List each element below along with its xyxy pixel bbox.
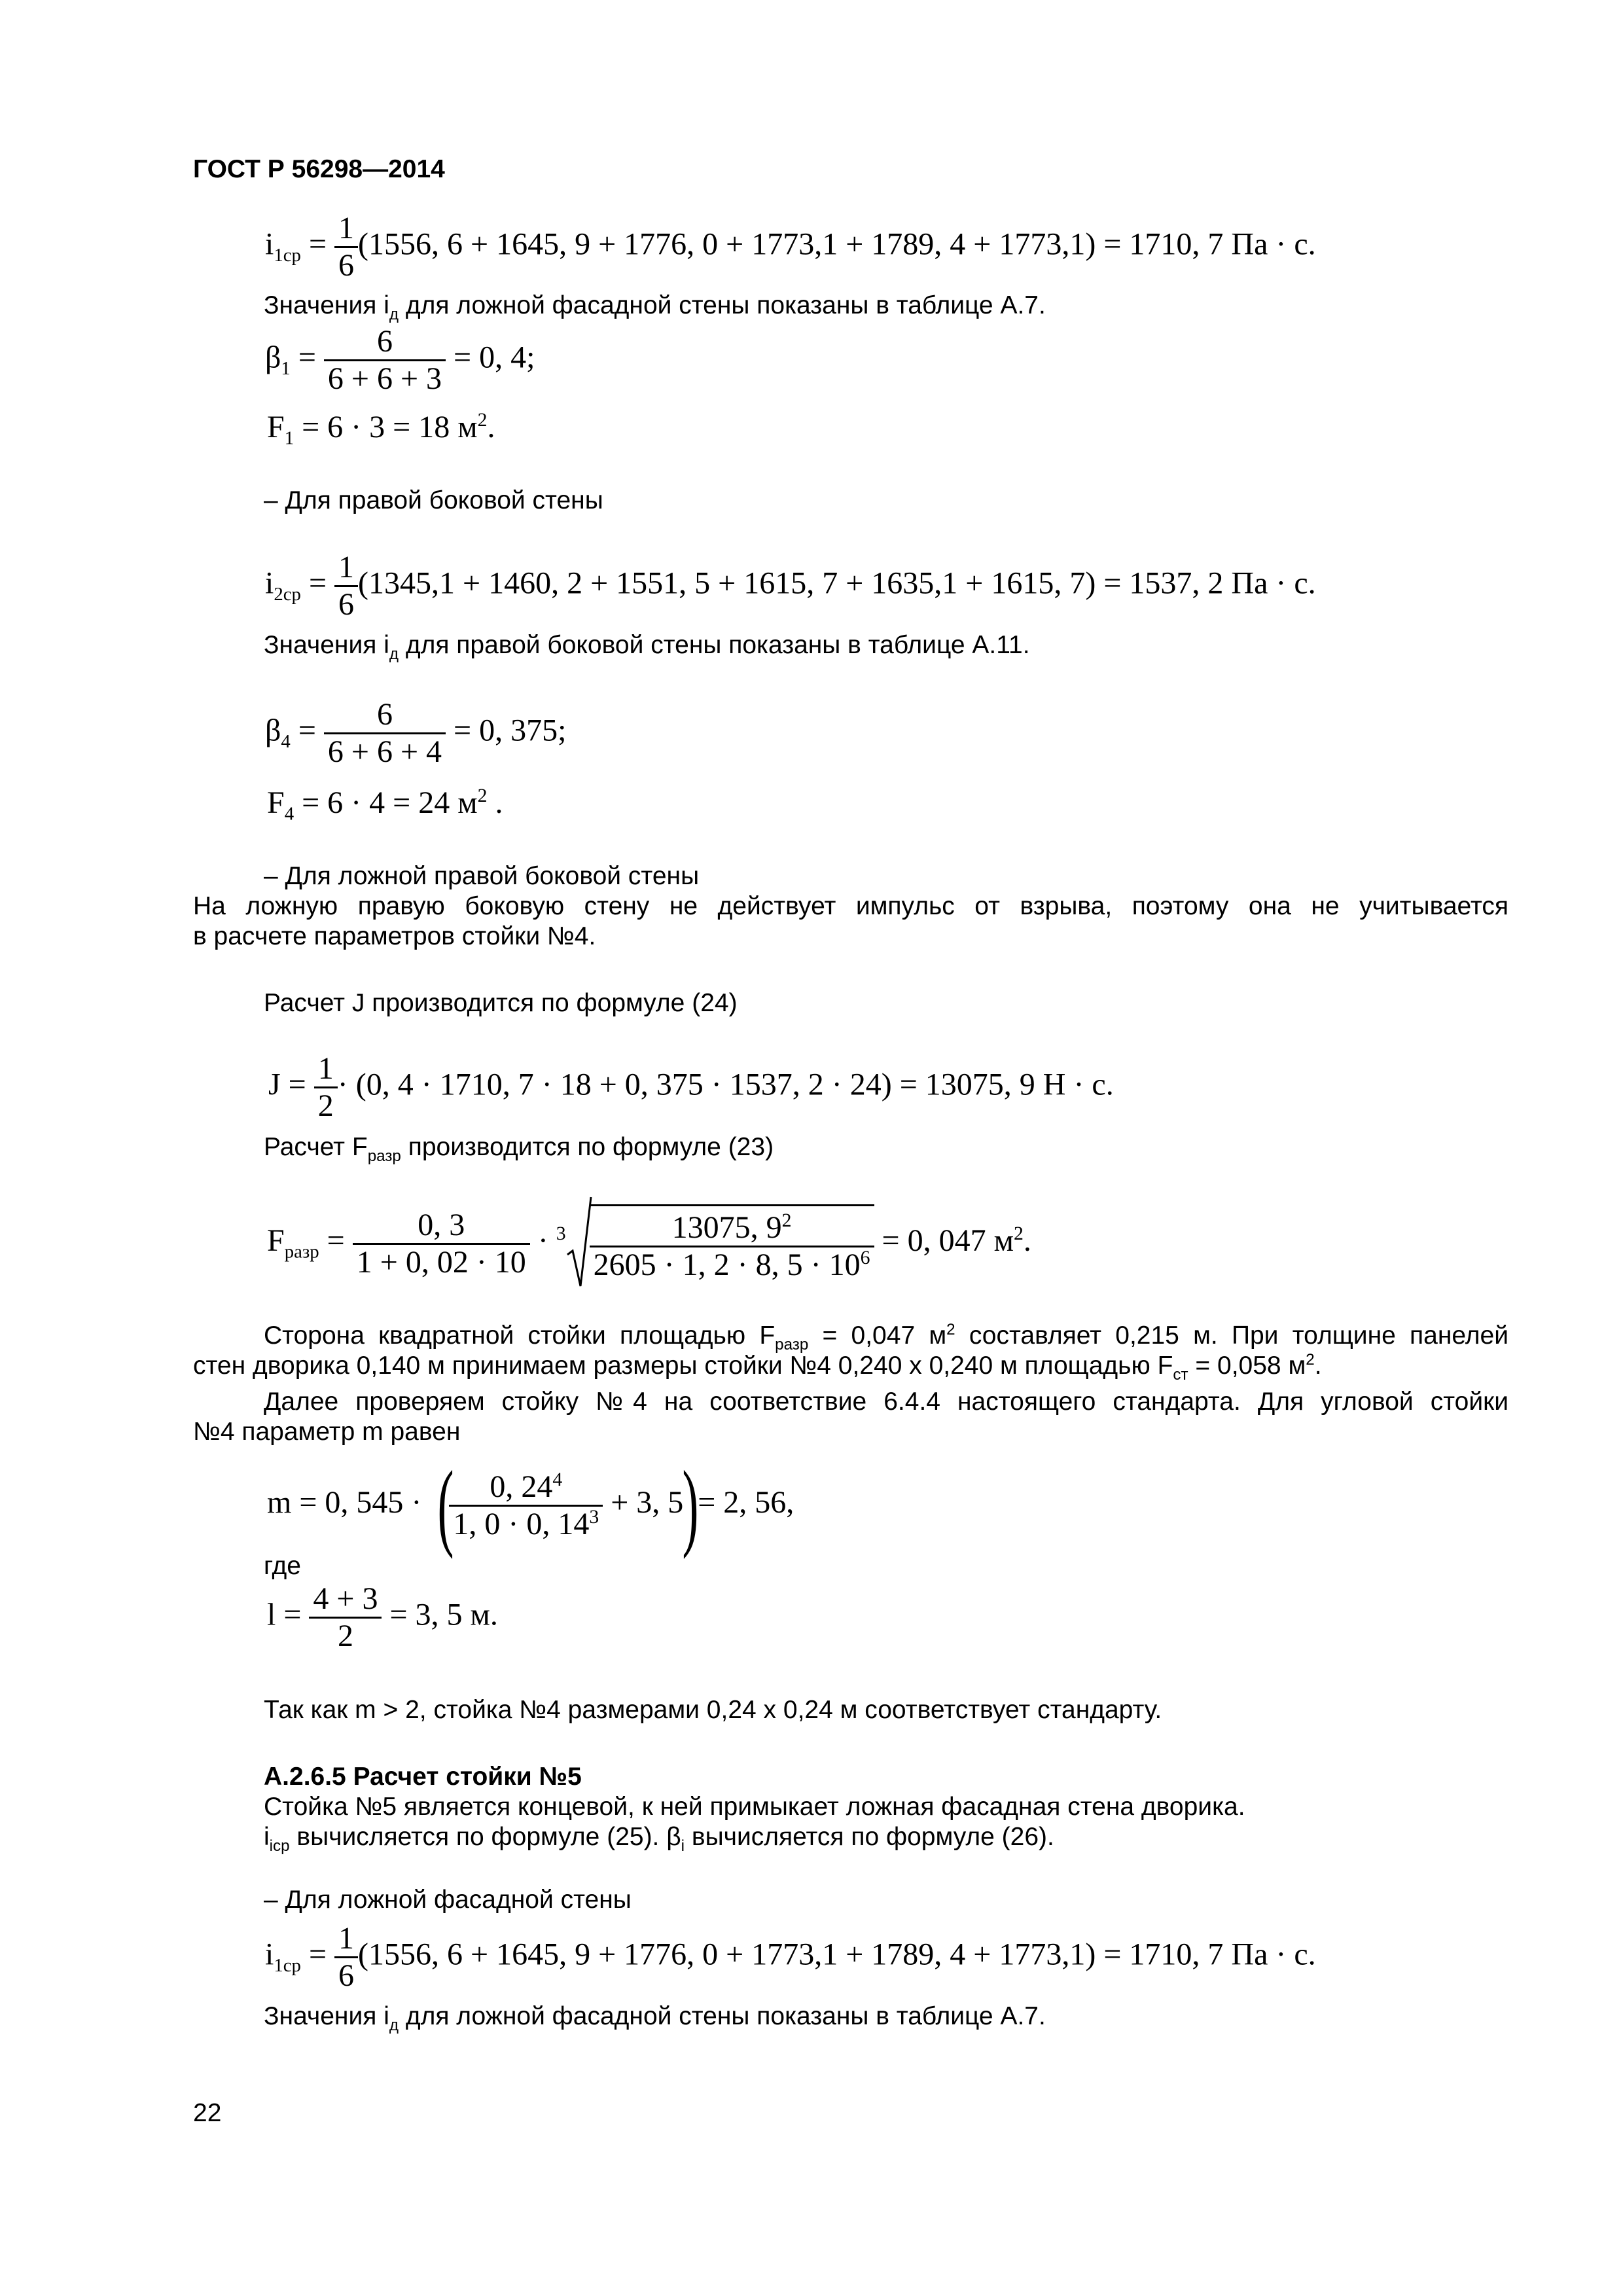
doc-code: ГОСТ Р 56298—2014 xyxy=(193,155,445,183)
false-facade-heading: – Для ложной фасадной стены xyxy=(264,1886,632,1914)
formula-f4: $F_4 = 6 \cdot 4 = 24$ $м^2$ . xyxy=(267,785,503,825)
right-paren: ) xyxy=(682,1451,699,1560)
root-sign xyxy=(566,1194,592,1293)
s5-paragraph-line2: $i_{icp}$ вычисляется по формуле (25). $\beta_i$ вычисляется по формуле (26). xyxy=(264,1823,1054,1855)
check-paragraph-line2: №4 параметр m равен xyxy=(193,1418,461,1446)
false-facade-values-text: Значения $i_д$ для ложной фасадной стены показаны в таблице А.7. xyxy=(264,291,1046,323)
right-side-values-text: Значения $i_д$ для правой боковой стены показаны в таблице А.11. xyxy=(264,631,1030,663)
side-paragraph-line2: стен дворика 0,140 м принимаем размеры стойки №4 0,240 x 0,240 м площадью $F_{ст} = 0,058$ $м^2$. xyxy=(193,1351,1322,1384)
formula-beta4: $\beta_4$ = $\frac{6}{6 + 6 + 4}$ = 0, 375; xyxy=(265,697,567,769)
formula-j: J = $\frac{1}{2}$ · (0, 4 · 1710, 7 · 18 + 0, 375 · 1537, 2 · 24) = 13075, 9 Н · с. xyxy=(268,1051,1114,1123)
conclusion-text: Так как m > 2, стойка №4 размерами 0,24 x 0,24 м соответствует стандарту. xyxy=(264,1696,1162,1724)
formula-l: l = $\frac{4 + 3}{2}$ = 3, 5 м. xyxy=(267,1581,498,1653)
section-heading: А.2.6.5 Расчет стойки №5 xyxy=(264,1763,582,1791)
formula-i1-cp: $i_{1ср}$ = $\frac{1}{6}$ (1556, 6 + 1645, 9 + 1776, 0 + 1773,1 + 1789, 4 + 1773,1) = 1710, 7 Па · с. xyxy=(265,211,1316,283)
formula-f1: $F_1 = 6 \cdot 3 = 18$ $м^2$. xyxy=(267,409,495,449)
false-right-paragraph-line2: в расчете параметров стойки №4. xyxy=(193,922,596,950)
formula-i2-cp: $i_{2ср}$ = $\frac{1}{6}$ (1345,1 + 1460, 2 + 1551, 5 + 1615, 7 + 1635,1 + 1615, 7) = 1537, 2 Па · с. xyxy=(265,550,1316,622)
left-paren: ( xyxy=(437,1451,454,1560)
check-paragraph-line1: Далее проверяем стойку №4 на соответствие 6.4.4 настоящего стандарта. Для угловой стойки xyxy=(264,1388,1508,1416)
s5-paragraph-line1: Стойка №5 является концевой, к ней примыкает ложная фасадная стена дворика. xyxy=(264,1793,1245,1821)
side-paragraph-line1: Сторона квадратной стойки площадью $F_{разр} = 0,047$ $м^2$ составляет 0,215 м. При толщине панелей xyxy=(264,1321,1509,1354)
formula-i5-cp: $i_{1ср}$ = $\frac{1}{6}$ (1556, 6 + 1645, 9 + 1776, 0 + 1773,1 + 1789, 4 + 1773,1) = 1710, 7 Па · с. xyxy=(265,1921,1316,1993)
where-text: где xyxy=(264,1552,301,1580)
formula-beta1: $\beta_1$ = $\frac{6}{6 + 6 + 3}$ = 0, 4; xyxy=(265,324,535,396)
formula-m: m = 0, 545 · ( $\frac{0, 24^4}{1, 0 \cdot 0, 14^3}$ + 3, 5)= 2, 56, xyxy=(267,1451,794,1560)
false-right-heading: – Для ложной правой боковой стены xyxy=(264,862,700,890)
page-number: 22 xyxy=(193,2099,222,2127)
false-facade-values-text-end: Значения $i_д$ для ложной фасадной стены показаны в таблице А.7. xyxy=(264,2002,1046,2034)
calc-f-text: Расчет $F_{разр}$ производится по формуле (23) xyxy=(264,1133,774,1165)
false-right-paragraph-line1: На ложную правую боковую стену не действует импульс от взрыва, поэтому она не учитывается xyxy=(193,892,1508,920)
calc-j-text: Расчет J производится по формуле (24) xyxy=(264,989,738,1017)
right-side-heading: – Для правой боковой стены xyxy=(264,486,603,514)
formula-f-razr: $F_{разр}$ = $\frac{0, 3}{1 + 0, 02 \cdot 10}$ · $^3$ $\frac{13075, 9^2}{2605 \cdot 1, 2 \cdot 8, 5 \cdot 10^6}$ = 0, 047 $м^2$. xyxy=(267,1194,1031,1293)
cube-root: $^3$ $\frac{13075, 9^2}{2605 \cdot 1, 2 \cdot 8, 5 \cdot 10^6}$ xyxy=(556,1194,874,1293)
